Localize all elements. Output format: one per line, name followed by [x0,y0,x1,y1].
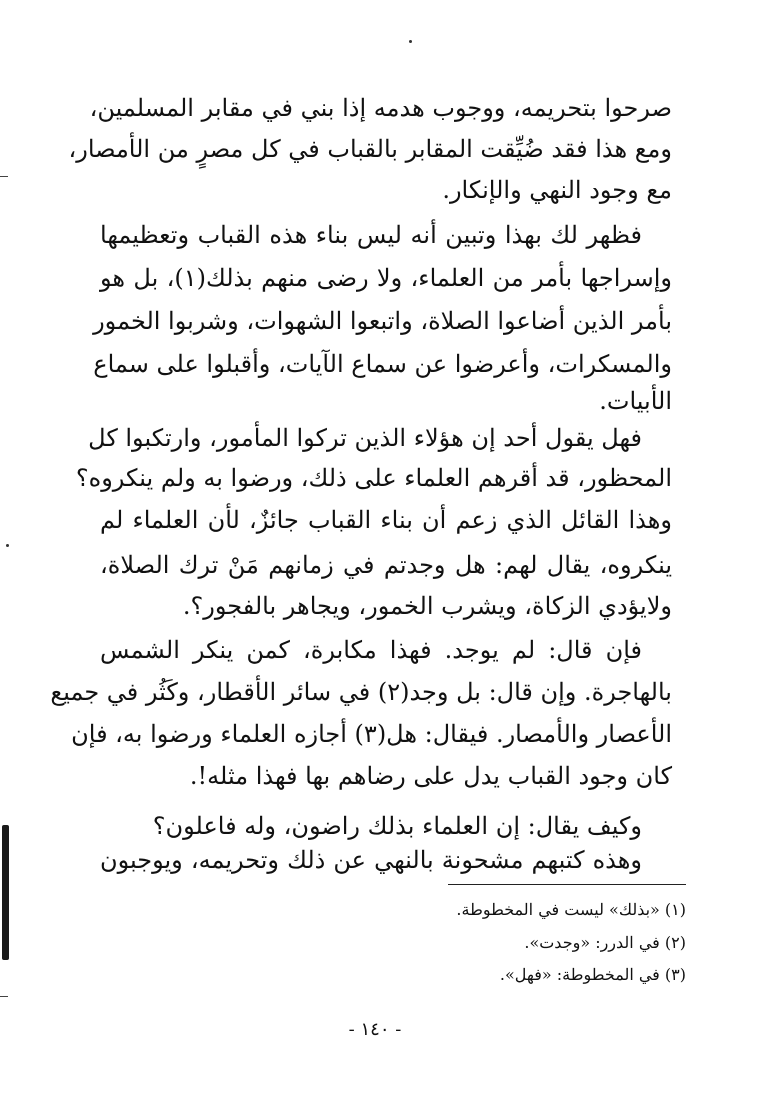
text-line: فإن قال: لم يوجد. فهذا مكابرة، كمن ينكر الشمس [100,636,642,664]
text-line: ينكروه، يقال لهم: هل وجدتم في زمانهم مَنْ ترك الصلاة، [100,551,672,579]
text-line: الأبيات. [599,387,672,415]
paragraph-1 [68,88,672,208]
page-number: - ١٤٠ - [348,1019,402,1040]
footnote-2: (٢) في الدرر: «وجدت». [524,933,686,952]
text-line: مع وجود النهي والإنكار. [442,176,672,204]
text-line: فهل يقول أحد إن هؤلاء الذين تركوا المأمور، وارتكبوا كل [88,424,642,452]
text-line: المحظور، قد أقرهم العلماء على ذلك، ورضوا به ولم ينكروه؟ [75,464,672,492]
text-line: وهذا القائل الذي زعم أن بناء القباب جائزٌ، لأن العلماء لم [100,506,672,534]
text-line: فظهر لك بهذا وتبين أنه ليس بناء هذه القباب وتعظيمها [100,221,642,249]
text-line: بأمر الذين أضاعوا الصلاة، واتبعوا الشهوات، وشربوا الخمور [93,307,672,335]
footnote-divider [448,884,686,885]
scan-edge-tick [0,176,8,177]
text-line: الأعصار والأمصار. فيقال: هل(٣) أجازه العلماء ورضوا به، فإن [71,720,672,748]
scan-edge-tick [0,996,8,997]
footnote-3: (٣) في المخطوطة: «فهل». [499,965,686,984]
text-line: وكيف يقال: إن العلماء بذلك راضون، وله فاعلون؟ [152,812,642,840]
paragraph-6 [100,840,672,882]
text-line: كان وجود القباب يدل على رضاهم بها فهذا مثله!. [189,762,672,790]
text-line: ولايؤدي الزكاة، ويشرب الخمور، ويجاهر بالفجور؟. [182,592,672,620]
scan-speck [6,544,9,547]
paragraph-3 [75,418,672,628]
paragraph-2 [93,215,673,415]
scan-edge-shadow [2,825,9,960]
text-line: والمسكرات، وأعرضوا عن سماع الآيات، وأقبلوا على سماع [93,350,672,378]
paragraph-4 [50,630,672,800]
footnote-1: (١) «بذلك» ليست في المخطوطة. [456,900,686,919]
text-line: ومع هذا فقد ضُيِّقت المقابر بالقباب في كل مصرٍ من الأمصار، [68,135,672,163]
text-line: وهذه كتبهم مشحونة بالنهي عن ذلك وتحريمه، ويوجبون [100,846,642,874]
scan-speck [409,40,412,43]
text-line: وإسراجها بأمر من العلماء، ولا رضى منهم بذلك(١)، بل هو [100,264,673,292]
text-line: صرحوا بتحريمه، ووجوب هدمه إذا بني في مقابر المسلمين، [89,94,672,122]
text-line: بالهاجرة. وإن قال: بل وجد(٢) في سائر الأقطار، وكَثُر في جميع [50,678,672,706]
